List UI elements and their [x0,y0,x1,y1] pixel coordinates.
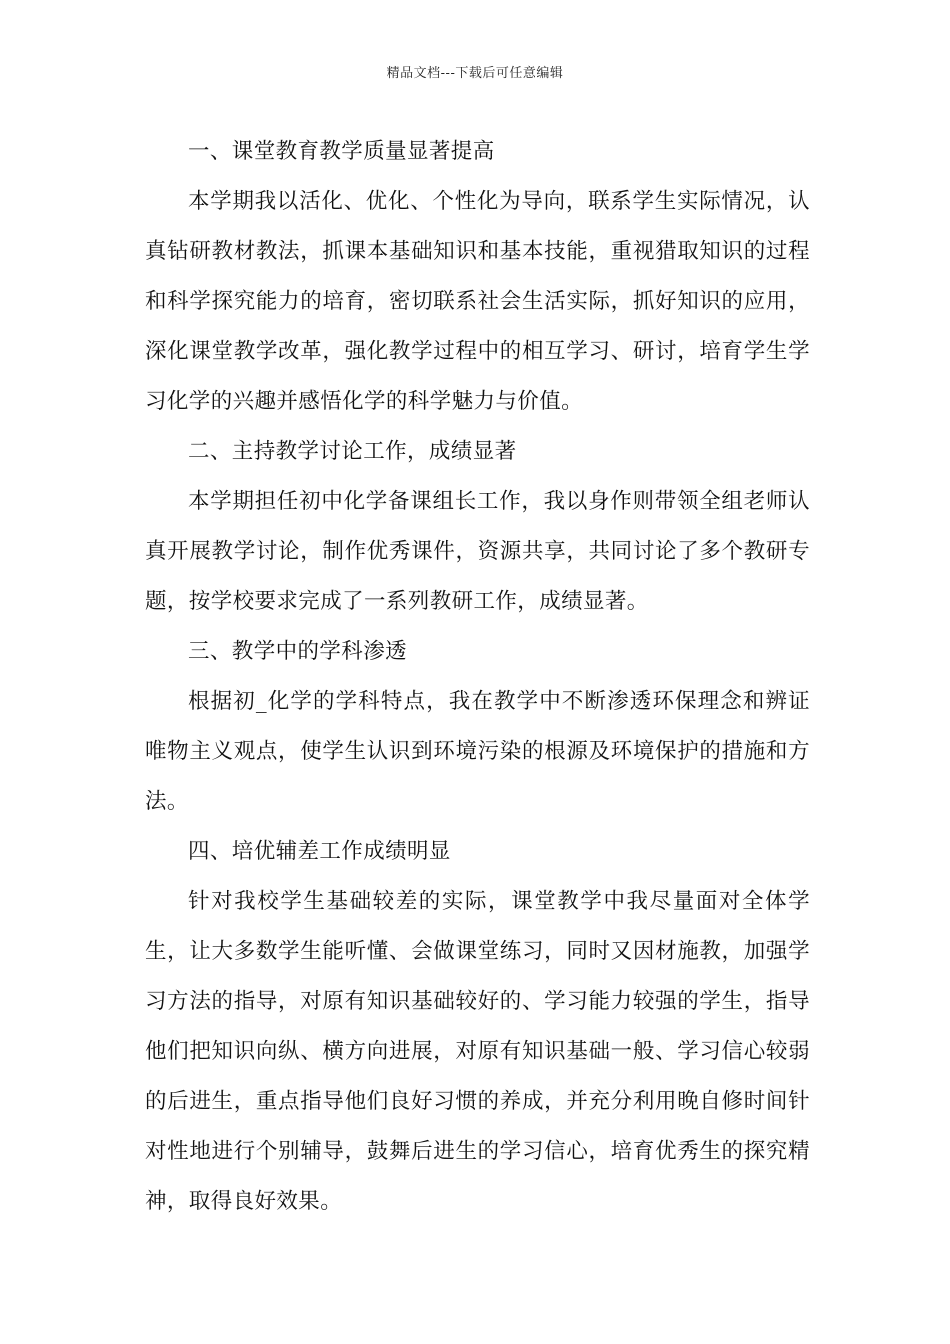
paragraph-4: 针对我校学生基础较差的实际，课堂教学中我尽量面对全体学生，让大多数学生能听懂、会做课堂练习，同时又因材施教，加强学习方法的指导，对原有知识基础较好的、学习能力较强的学生，指导他们把知识向纵、横方向进展，对原有知识基础一般、学习信心较弱的后进生，重点指导他们良好习惯的养成，并充分利用晚自修时间针对性地进行个别辅导，鼓舞后进生的学习信心，培育优秀生的探究精神，取得良好效果。 [145,889,810,1214]
section-heading-2: 二、主持教学讨论工作，成绩显著 [188,439,517,464]
section-heading-4: 四、培优辅差工作成绩明显 [188,839,451,864]
paragraph-3: 根据初_化学的学科特点，我在教学中不断渗透环保理念和辨证唯物主义观点，使学生认识到环境污染的根源及环境保护的措施和方法。 [145,689,810,814]
paragraph-1: 本学期我以活化、优化、个性化为导向，联系学生实际情况，认真钻研教材教法，抓课本基础知识和基本技能，重视猎取知识的过程和科学探究能力的培育，密切联系社会生活实际，抓好知识的应用，深化课堂教学改革，强化教学过程中的相互学习、研讨，培育学生学习化学的兴趣并感悟化学的科学魅力与价值。 [145,189,810,414]
document-body [145,127,810,1227]
section-heading-3: 三、教学中的学科渗透 [188,639,408,664]
paragraph-2: 本学期担任初中化学备课组长工作，我以身作则带领全组老师认真开展教学讨论，制作优秀课件，资源共享，共同讨论了多个教研专题，按学校要求完成了一系列教研工作，成绩显著。 [145,489,810,614]
section-heading-1: 一、课堂教育教学质量显著提高 [188,139,495,164]
page-header: 精品文档---下载后可任意编辑 [386,66,564,81]
